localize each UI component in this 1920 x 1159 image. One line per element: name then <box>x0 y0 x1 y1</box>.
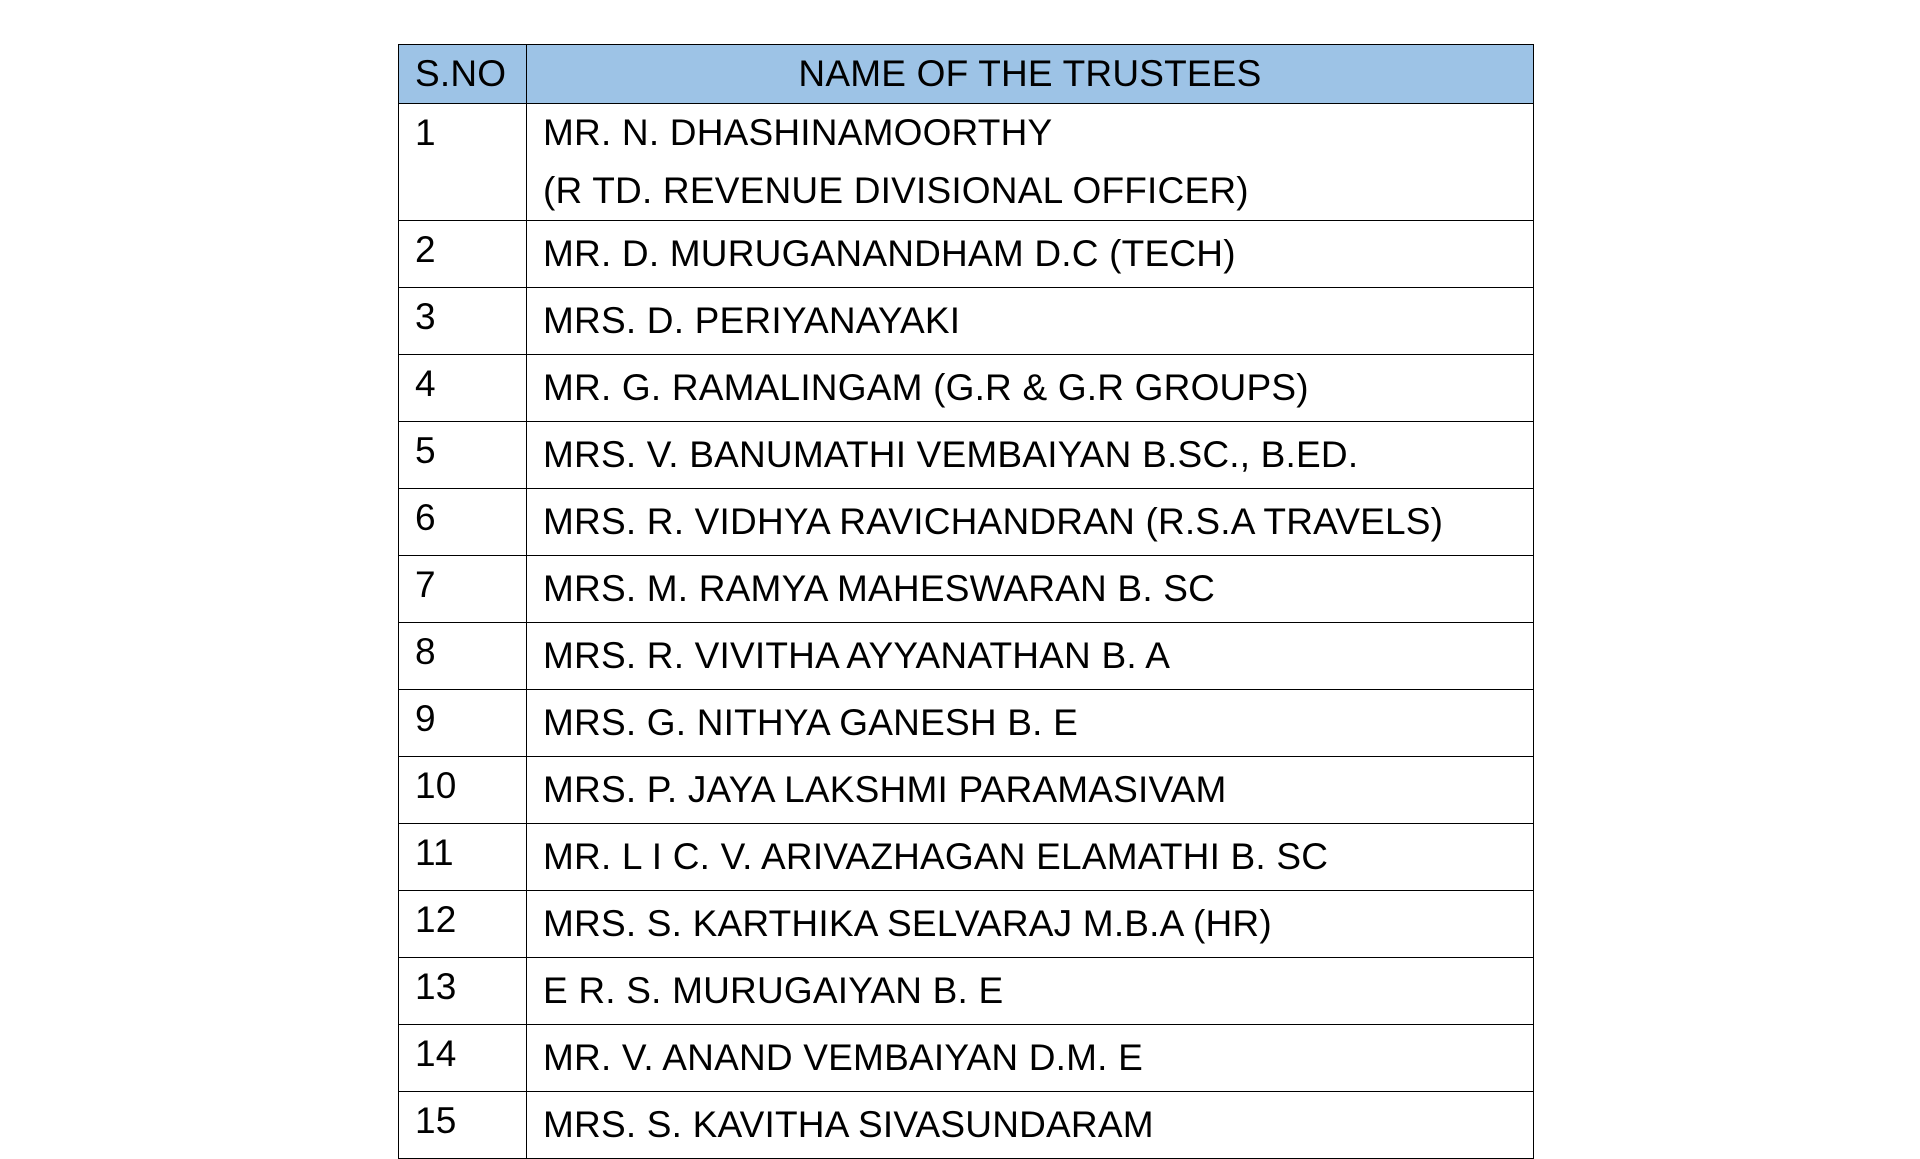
sno-column-header: S.NO <box>399 45 527 104</box>
row-number: 3 <box>399 288 527 355</box>
trustee-name: MRS. V. BANUMATHI VEMBAIYAN B.SC., B.ED. <box>527 422 1534 489</box>
trustee-name: MRS. S. KARTHIKA SELVARAJ M.B.A (HR) <box>527 891 1534 958</box>
trustee-name: MRS. G. NITHYA GANESH B. E <box>527 690 1534 757</box>
table-row <box>399 288 1534 355</box>
row-number: 6 <box>399 489 527 556</box>
table-row <box>399 104 1534 221</box>
trustee-name: E R. S. MURUGAIYAN B. E <box>527 958 1534 1025</box>
table-row <box>399 824 1534 891</box>
row-number: 9 <box>399 690 527 757</box>
row-number: 7 <box>399 556 527 623</box>
table-row <box>399 891 1534 958</box>
row-number: 5 <box>399 422 527 489</box>
row-number: 12 <box>399 891 527 958</box>
trustee-name: MRS. R. VIVITHA AYYANATHAN B. A <box>527 623 1534 690</box>
table-row <box>399 958 1534 1025</box>
trustee-name: MR. V. ANAND VEMBAIYAN D.M. E <box>527 1025 1534 1092</box>
table-row <box>399 690 1534 757</box>
table-row <box>399 422 1534 489</box>
table-row <box>399 1025 1534 1092</box>
row-number: 11 <box>399 824 527 891</box>
trustee-name: MRS. S. KAVITHA SIVASUNDARAM <box>527 1092 1534 1159</box>
row-number: 14 <box>399 1025 527 1092</box>
row-number: 4 <box>399 355 527 422</box>
row-number: 15 <box>399 1092 527 1159</box>
table-row <box>399 1092 1534 1159</box>
trustee-name-cell <box>527 104 1534 221</box>
trustee-name: MRS. M. RAMYA MAHESWARAN B. SC <box>527 556 1534 623</box>
table-row <box>399 489 1534 556</box>
table-row <box>399 623 1534 690</box>
row-number: 8 <box>399 623 527 690</box>
table-row <box>399 556 1534 623</box>
table-row <box>399 757 1534 824</box>
trustee-name: MRS. P. JAYA LAKSHMI PARAMASIVAM <box>527 757 1534 824</box>
row-number: 1 <box>399 104 527 221</box>
trustee-name: MR. D. MURUGANANDHAM D.C (TECH) <box>527 221 1534 288</box>
trustee-name: MR. N. DHASHINAMOORTHY <box>543 112 1053 153</box>
row-number: 13 <box>399 958 527 1025</box>
row-number: 10 <box>399 757 527 824</box>
trustee-name: MR. G. RAMALINGAM (G.R & G.R GROUPS) <box>527 355 1534 422</box>
trustee-name: MR. L I C. V. ARIVAZHAGAN ELAMATHI B. SC <box>527 824 1534 891</box>
table-row <box>399 221 1534 288</box>
trustee-name: MRS. R. VIDHYA RAVICHANDRAN (R.S.A TRAVELS) <box>527 489 1534 556</box>
trustee-designation: (R TD. REVENUE DIVISIONAL OFFICER) <box>543 170 1249 211</box>
table-header-row <box>399 45 1534 104</box>
table-row <box>399 355 1534 422</box>
trustees-table <box>398 44 1534 1159</box>
name-column-header: NAME OF THE TRUSTEES <box>527 45 1534 104</box>
row-number: 2 <box>399 221 527 288</box>
trustee-name: MRS. D. PERIYANAYAKI <box>527 288 1534 355</box>
